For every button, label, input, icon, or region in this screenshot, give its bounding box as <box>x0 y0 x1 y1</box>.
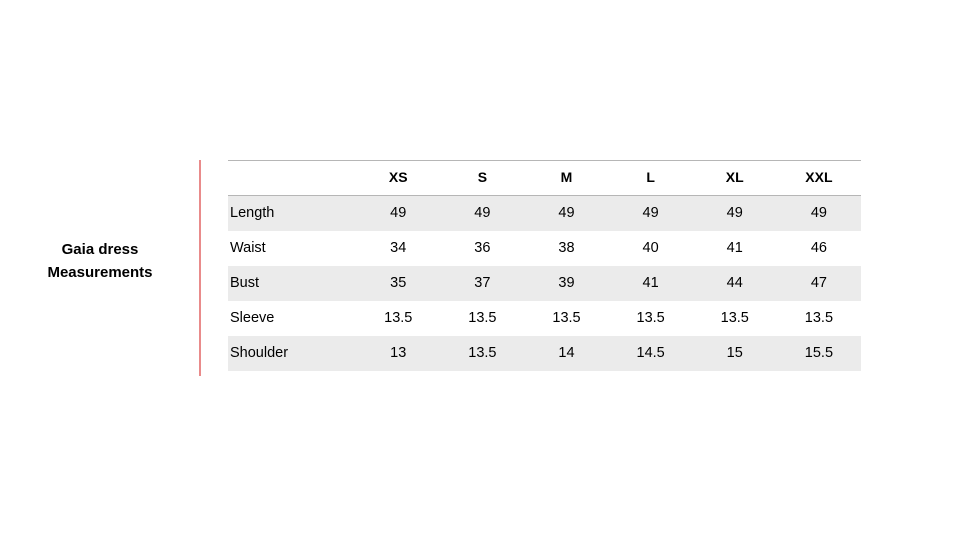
cell-sleeve-xs: 13.5 <box>356 301 440 336</box>
cell-length-xs: 49 <box>356 196 440 232</box>
column-header-xs: XS <box>356 161 440 196</box>
cell-bust-s: 37 <box>440 266 524 301</box>
cell-shoulder-xs: 13 <box>356 336 440 371</box>
row-label-bust: Bust <box>228 266 356 301</box>
cell-length-m: 49 <box>524 196 608 232</box>
table-row <box>228 266 861 301</box>
cell-waist-s: 36 <box>440 231 524 266</box>
cell-bust-xxl: 47 <box>777 266 861 301</box>
accent-bar <box>199 160 201 376</box>
row-label-shoulder: Shoulder <box>228 336 356 371</box>
table-header-row <box>228 161 861 196</box>
caption-line-1: Gaia dress <box>61 241 139 258</box>
cell-waist-m: 38 <box>524 231 608 266</box>
cell-sleeve-xxl: 13.5 <box>777 301 861 336</box>
cell-shoulder-xxl: 15.5 <box>777 336 861 371</box>
cell-shoulder-s: 13.5 <box>440 336 524 371</box>
table-header <box>228 161 861 196</box>
measurements-table-container <box>228 160 861 371</box>
table-row <box>228 301 861 336</box>
cell-waist-l: 40 <box>609 231 693 266</box>
table-row <box>228 196 861 232</box>
column-header-rowlabel <box>228 161 356 196</box>
column-header-s: S <box>440 161 524 196</box>
cell-sleeve-s: 13.5 <box>440 301 524 336</box>
cell-length-xl: 49 <box>693 196 777 232</box>
column-header-xl: XL <box>693 161 777 196</box>
cell-length-s: 49 <box>440 196 524 232</box>
table-row <box>228 231 861 266</box>
cell-bust-m: 39 <box>524 266 608 301</box>
table-body <box>228 196 861 372</box>
column-header-l: L <box>609 161 693 196</box>
cell-shoulder-xl: 15 <box>693 336 777 371</box>
cell-waist-xl: 41 <box>693 231 777 266</box>
cell-sleeve-l: 13.5 <box>609 301 693 336</box>
column-header-xxl: XXL <box>777 161 861 196</box>
cell-waist-xxl: 46 <box>777 231 861 266</box>
slide-caption <box>20 238 180 285</box>
row-label-length: Length <box>228 196 356 232</box>
row-label-waist: Waist <box>228 231 356 266</box>
caption-line-2: Measurements <box>47 264 153 282</box>
cell-shoulder-l: 14.5 <box>609 336 693 371</box>
table-row <box>228 336 861 371</box>
column-header-m: M <box>524 161 608 196</box>
measurements-table <box>228 160 861 371</box>
cell-shoulder-m: 14 <box>524 336 608 371</box>
cell-sleeve-m: 13.5 <box>524 301 608 336</box>
cell-length-l: 49 <box>609 196 693 232</box>
cell-waist-xs: 34 <box>356 231 440 266</box>
cell-bust-xl: 44 <box>693 266 777 301</box>
row-label-sleeve: Sleeve <box>228 301 356 336</box>
cell-bust-xs: 35 <box>356 266 440 301</box>
cell-sleeve-xl: 13.5 <box>693 301 777 336</box>
cell-bust-l: 41 <box>609 266 693 301</box>
cell-length-xxl: 49 <box>777 196 861 232</box>
